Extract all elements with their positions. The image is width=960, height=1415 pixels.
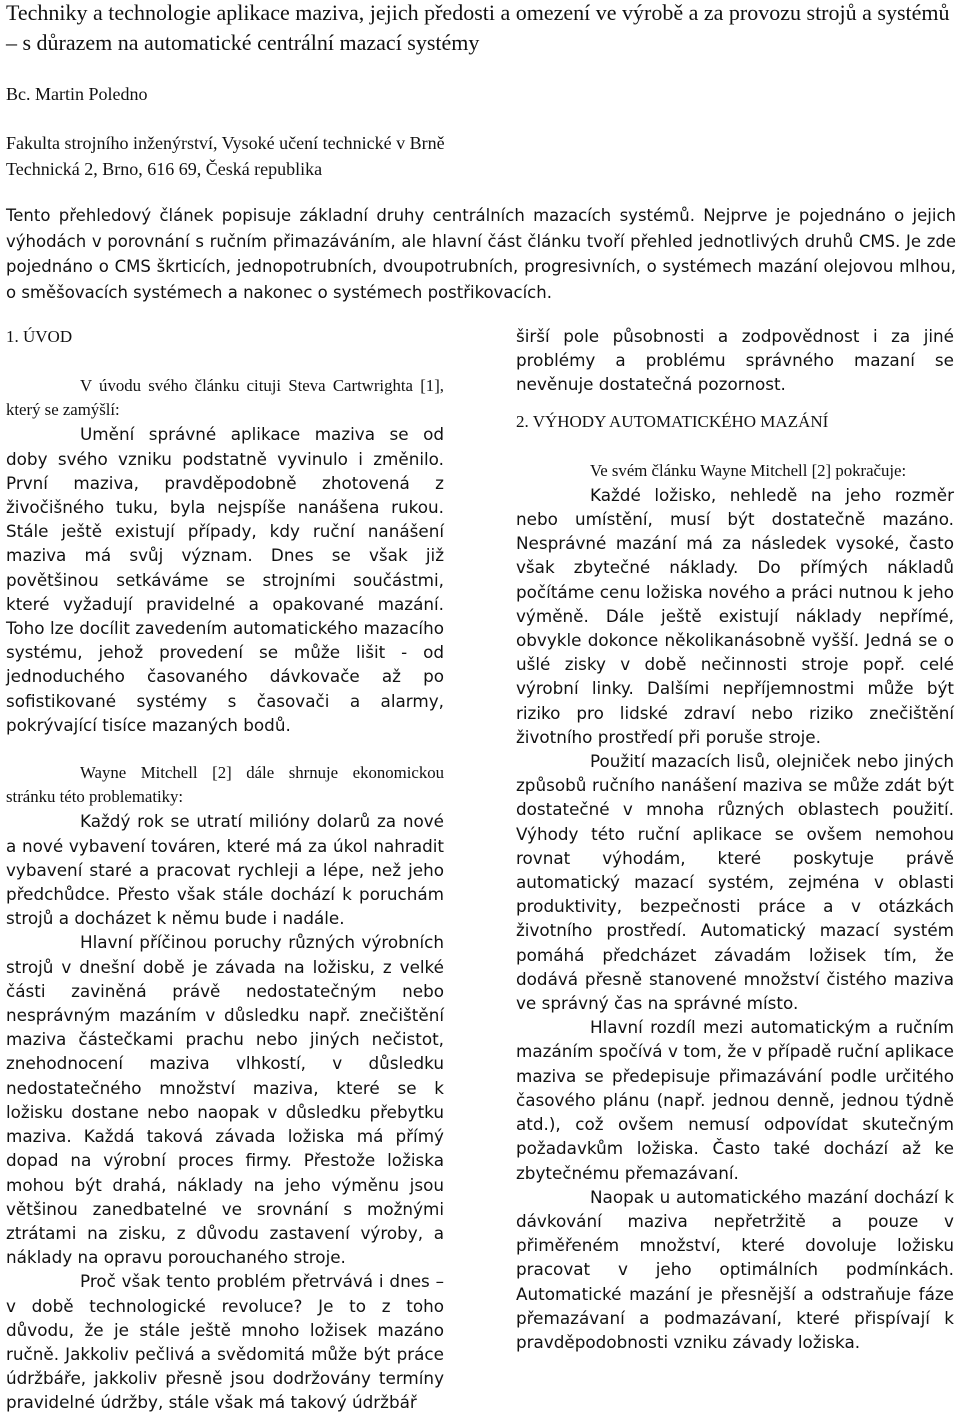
quote-paragraph: Použití mazacích lisů, olejniček nebo jiných způsobů ručního nanášení maziva se může zdát být dostatečné v mnoha různých oblastech použití. Výhody této ruční aplikace se ovšem nemohou rovnat výhodám, které poskytuje právě automatický mazací systém, zejména v oblasti produktivity, bezpečnosti práce a v otázkách životního prostředí. Automatický mazací systém pomáhá předcházet závadám ložisek tím, že dodává přesně stanovené množství čistého maziva ve správný čas na správné místo. [516,751,954,1014]
quote-paragraph: Hlavní příčinou poruchy různých výrobních strojů v dnešní době je závada na ložisku, z velké části zaviněná právě nedostatečným nebo nesprávným mazáním v důsledku např. znečištění maziva částečkami prachu nebo jiných nečistot, znehodnocení maziva vlhkostí, v důsledku nedostatečného množství maziva, které se k ložisku dostane nebo naopak v důsledku přebytku maziva. Každá taková závada ložiska má přímý dopad na výrobní proces firmy. Přestože ložiska mohou být drahá, náklady na jeho výměnu jsou většinou zanedbatelné ve srovnání s možnými ztrátami na zisku, z důvodu zastavení výroby, a náklady na opravu porouchaného stroje. [6,932,444,1268]
quote-paragraph: Proč však tento problém přetrvává i dnes – v době technologické revoluce? Je to z toho důvodu, že je stále ještě mnoho ložisek mazáno ručně. Jakkoliv pečlivá a svědomitá může být práce údržbáře, jakkoliv přesně jsou dodržovány termíny pravidelné údržby, stále však má takový údržbář [6,1271,444,1413]
section-heading: 2. VÝHODY AUTOMATICKÉHO MAZÁNÍ [516,411,829,431]
quote-paragraph: Každé ložisko, nehledě na jeho rozměr nebo umístění, musí být dostatečně mazáno. Nesprávné mazání má za následek vysoké, často však zbytečné náklady. Do přímých nákladů počítáme cenu ložiska nového a práci nutnou k jeho výměně. Dále ještě existují náklady nepřímé, obvykle dokonce několikanásobně vyšší. Jedná se o ušlé zisky v době nečinnosti stroje popř. celé výrobní linky. Dalšími nepříjemnostmi může být riziko pro lidské zdraví nebo riziko znečištění životního prostředí při poruše stroje. [516,484,954,747]
abstract: Tento přehledový článek popisuje základní druhy centrálních mazacích systémů. Nejprve je pojednáno o jejich výhodách v porovnání s ručním přimazáváním, ale hlavní část článku tvoří přehled jednotlivých druhů CMS. Je zde pojednáno o CMS škrticích, jednopotrubních, dvoupotrubních, progresivních, o systémech mazání olejovou mlhou, o směšovacích systémech a nakonec o systémech postřikovacích. [6,206,956,302]
section-heading: 1. ÚVOD [6,327,73,346]
affiliation-line: Technická 2, Brno, 616 69, Česká republika [6,159,323,179]
paragraph: Wayne Mitchell [2] dále shrnuje ekonomickou stránku této problematiky: [6,763,444,807]
paragraph: V úvodu svého článku cituji Steva Cartwrighta [1], který se zamýšlí: [6,376,444,420]
left-column [6,324,444,1415]
author-name: Bc. Martin Poledno [6,84,148,104]
paper-title: Techniky a technologie aplikace maziva, jejich předosti a omezení ve výrobě a za provozu strojů a systémů – s důrazem na automatické centrální mazací systémy [6,0,950,55]
affiliation-line: Fakulta strojního inženýrství, Vysoké učení technické v Brně [6,133,445,153]
quote-paragraph: Hlavní rozdíl mezi automatickým a ručním mazáním spočívá v tom, že v případě ruční aplikace maziva se předepisuje přimazávání podle určitého časového plánu (např. jednou denně, jednou týdně atd.), což ovšem nemusí odpovídat skutečným požadavkům ložiska. Často také dochází až ke zbytečnému přemazávaní. [516,1017,954,1183]
paragraph: Ve svém článku Wayne Mitchell [2] pokračuje: [590,460,907,480]
affiliation [6,130,445,182]
paragraph: širší pole působnosti a zodpovědnost i za jiné problémy a problému správného mazaní se nevěnuje dostatečná pozornost. [516,326,954,395]
right-column [516,324,954,1354]
quote-paragraph: Umění správné aplikace maziva se od doby svého vzniku podstatně vyvinulo i změnilo. První maziva, pravděpodobně zhotovená z živočišného tuku, byla nejspíše nanášena rukou. Stále ještě existují případy, kdy ruční nanášení maziva má svůj význam. Dnes se však již povětšinou setkáváme se strojními součástmi, které vyžadují pravidelné a opakované mazání. Toho lze docílit zavedením automatického mazacího systému, jehož provedení se může lišit - od jednoduchého časovaného dávkovače až po sofistikované systémy s časovači a alarmy, pokrývající tisíce mazaných bodů. [6,424,444,735]
quote-paragraph: Každý rok se utratí milióny dolarů za nové a nové vybavení továren, které má za úkol nahradit vybavení staré a pracovat rychleji a lépe, než jeho předchůdce. Přesto však stále dochází k poruchám strojů a docházet k němu bude i nadále. [6,811,444,929]
quote-paragraph: Naopak u automatického mazání dochází k dávkování maziva nepřetržitě a pouze v přiměřeném množství, které dovoluje ložisku pracovat v jeho optimálních podmínkách. Automatické mazání je přesnější a odstraňuje fáze přemazávaní a podmazávaní, které přispívají k pravděpodobnosti vzniku závady ložiska. [516,1186,954,1352]
